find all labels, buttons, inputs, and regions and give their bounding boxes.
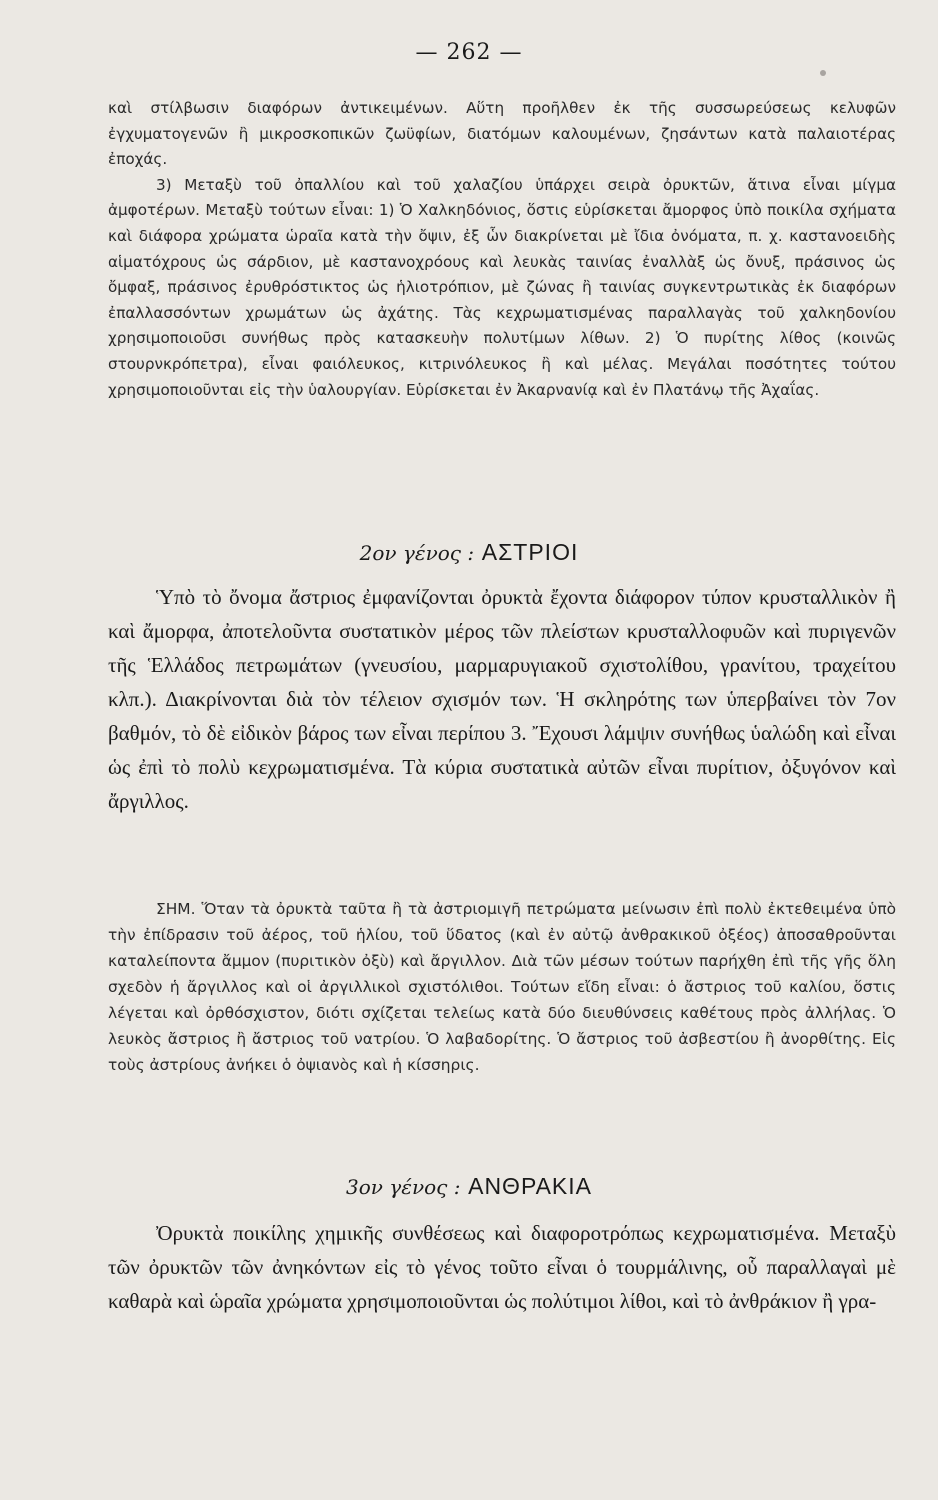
paragraph-continuation: καὶ στίλβωσιν διαφόρων ἀντικειμένων. Αὕτη προῆλθεν ἐκ τῆς συσσωρεύσεως κελυφῶν ἐγχυματογενῶν ἢ μικροσκοπικῶν ζωϋφίων, διατόμων καλουμένων, ζησάντων κατὰ παλαιοτέρας ἐποχάς. — [108, 99, 896, 169]
page-number: — 262 — — [415, 40, 523, 65]
continued-text-block — [108, 96, 896, 403]
genus-name: ΑΣΤΡΙΟΙ — [481, 539, 579, 565]
note-paragraph: ΣΗΜ. Ὅταν τὰ ὀρυκτὰ ταῦτα ἢ τὰ ἀστριομιγῆ πετρώματα μείνωσιν ἐπὶ πολὺ ἐκτεθειμένα ὑπὸ τὴν ἐπίδρασιν τοῦ ἀέρος, τοῦ ἡλίου, τοῦ ὕδατος (καὶ ἐν αὐτῷ ἀνθρακικοῦ ὀξέος) ἀποσαθροῦνται καταλείποντα ἄμμον (πυριτικὸν ὀξὺ) καὶ ἄργιλλον. Διὰ τῶν μέσων τούτων παρήχθη ἐπὶ τῆς γῆς ὅλη σχεδὸν ἡ ἄργιλλος καὶ οἱ ἀργιλλικοὶ σχιστόλιθοι. Τούτων εἴδη εἶναι: ὁ ἄστριος τοῦ καλίου, ὅστις λέγεται καὶ ὀρθόσχιστον, διότι σχίζεται τελείως κατὰ δύο διευθύνσεις καθέτους πρὸς ἀλλήλας. Ὁ λευκὸς ἄστριος ἢ ἄστριος τοῦ νατρίου. Ὁ λαβαδορίτης. Ὁ ἄστριος τοῦ ἀσβεστίου ἢ ἀνορθίτης. Εἰς τοὺς ἀστρίους ἀνήκει ὁ ὀψιανὸς καὶ ἡ κίσσηρις. — [108, 900, 896, 1074]
anthrakia-body — [108, 1216, 896, 1318]
astrioi-note — [108, 896, 896, 1078]
genus-name: ΑΝΘΡΑΚΙΑ — [468, 1173, 592, 1199]
paragraph-anthrakia: Ὀρυκτὰ ποικίλης χημικῆς συνθέσεως καὶ διαφοροτρόπως κεχρωματισμένα. Μεταξὺ τῶν ὀρυκτῶν τῶν ἀνηκόντων εἰς τὸ γένος τοῦτο εἶναι ὁ τουρμάλινης, οὗ παραλλαγαὶ μὲ καθαρὰ καὶ ὡραῖα χρώματα χρησιμοποιοῦνται ὡς πολύτιμοι λίθοι, καὶ τὸ ἀνθράκιον ἢ γρα- — [108, 1221, 896, 1313]
section-heading-astrioi — [0, 538, 938, 566]
speck — [820, 70, 826, 76]
genus-label: 2ον γένος : — [359, 541, 475, 565]
paragraph-chalcedony: 3) Μεταξὺ τοῦ ὀπαλλίου καὶ τοῦ χαλαζίου ὑπάρχει σειρὰ ὀρυκτῶν, ἅτινα εἶναι μίγμα ἀμφοτέρων. Μεταξὺ τούτων εἶναι: 1) Ὁ Χαλκηδόνιος, ὅστις εὑρίσκεται ἄμορφος ὑπὸ ποικίλα σχήματα καὶ διάφορα χρώματα ὡραῖα κατὰ τὴν ὄψιν, ἐξ ὧν διακρίνεται μὲ ἴδια ὀνόματα, π. χ. καστανοειδὴς αἱματόχρους ὡς σάρδιον, μὲ καστανοχρόους καὶ λευκὰς ταινίας ἐναλλὰξ ὡς ὄνυξ, πράσινος ὡς ὄμφαξ, πράσινος ἐρυθρόστικτος ὡς ἡλιοτρόπιον, μὲ ζώνας ἢ ταινίας συγκεντρωτικὰς ἐκ διαφόρων ἐπαλλασσόντων χρωμάτων ὡς ἀχάτης. Τὰς κεχρωματισμένας παραλλαγὰς τοῦ χαλκηδονίου χρησιμοποιοῦσι συνήθως πρὸς κατασκευὴν πολυτίμων λίθων. 2) Ὁ πυρίτης λίθος (κοινῶς στουρνκρόπετρα), εἶναι φαιόλευκος, κιτρινόλευκος ἢ καὶ μέλας. Μεγάλαι ποσότητες τούτου χρησιμοποιοῦνται εἰς τὴν ὑαλουργίαν. Εὑρίσκεται ἐν Ἀκαρνανίᾳ καὶ ἐν Πλατάνῳ τῆς Ἀχαΐας. — [108, 175, 896, 399]
genus-label: 3ον γένος : — [346, 1175, 461, 1199]
paragraph-astrioi: Ὑπὸ τὸ ὄνομα ἄστριος ἐμφανίζονται ὀρυκτὰ ἔχοντα διάφορον τύπον κρυσταλλικὸν ἢ καὶ ἄμορφα, ἀποτελοῦντα συστατικὸν μέρος τῶν πλείστων κρυσταλλοφυῶν καὶ πυριγενῶν τῆς Ἑλλάδος πετρωμάτων (γνευσίου, μαρμαρυγιακοῦ σχιστολίθου, γρανίτου, τραχείτου κλπ.). Διακρίνονται διὰ τὸν τέλειον σχισμόν των. Ἡ σκληρότης των ὑπερβαίνει τὸν 7ον βαθμόν, τὸ δὲ εἰδικὸν βάρος των εἶναι περίπου 3. Ἔχουσι λάμψιν συνήθως ὑαλώδη καὶ εἶναι ὡς ἐπὶ τὸ πολὺ κεχρωματισμένα. Τὰ κύρια συστατικὰ αὐτῶν εἶναι πυρίτιον, ὀξυγόνον καὶ ἄργιλλος. — [108, 585, 896, 813]
astrioi-body — [108, 580, 896, 818]
section-heading-anthrakia — [0, 1172, 938, 1200]
